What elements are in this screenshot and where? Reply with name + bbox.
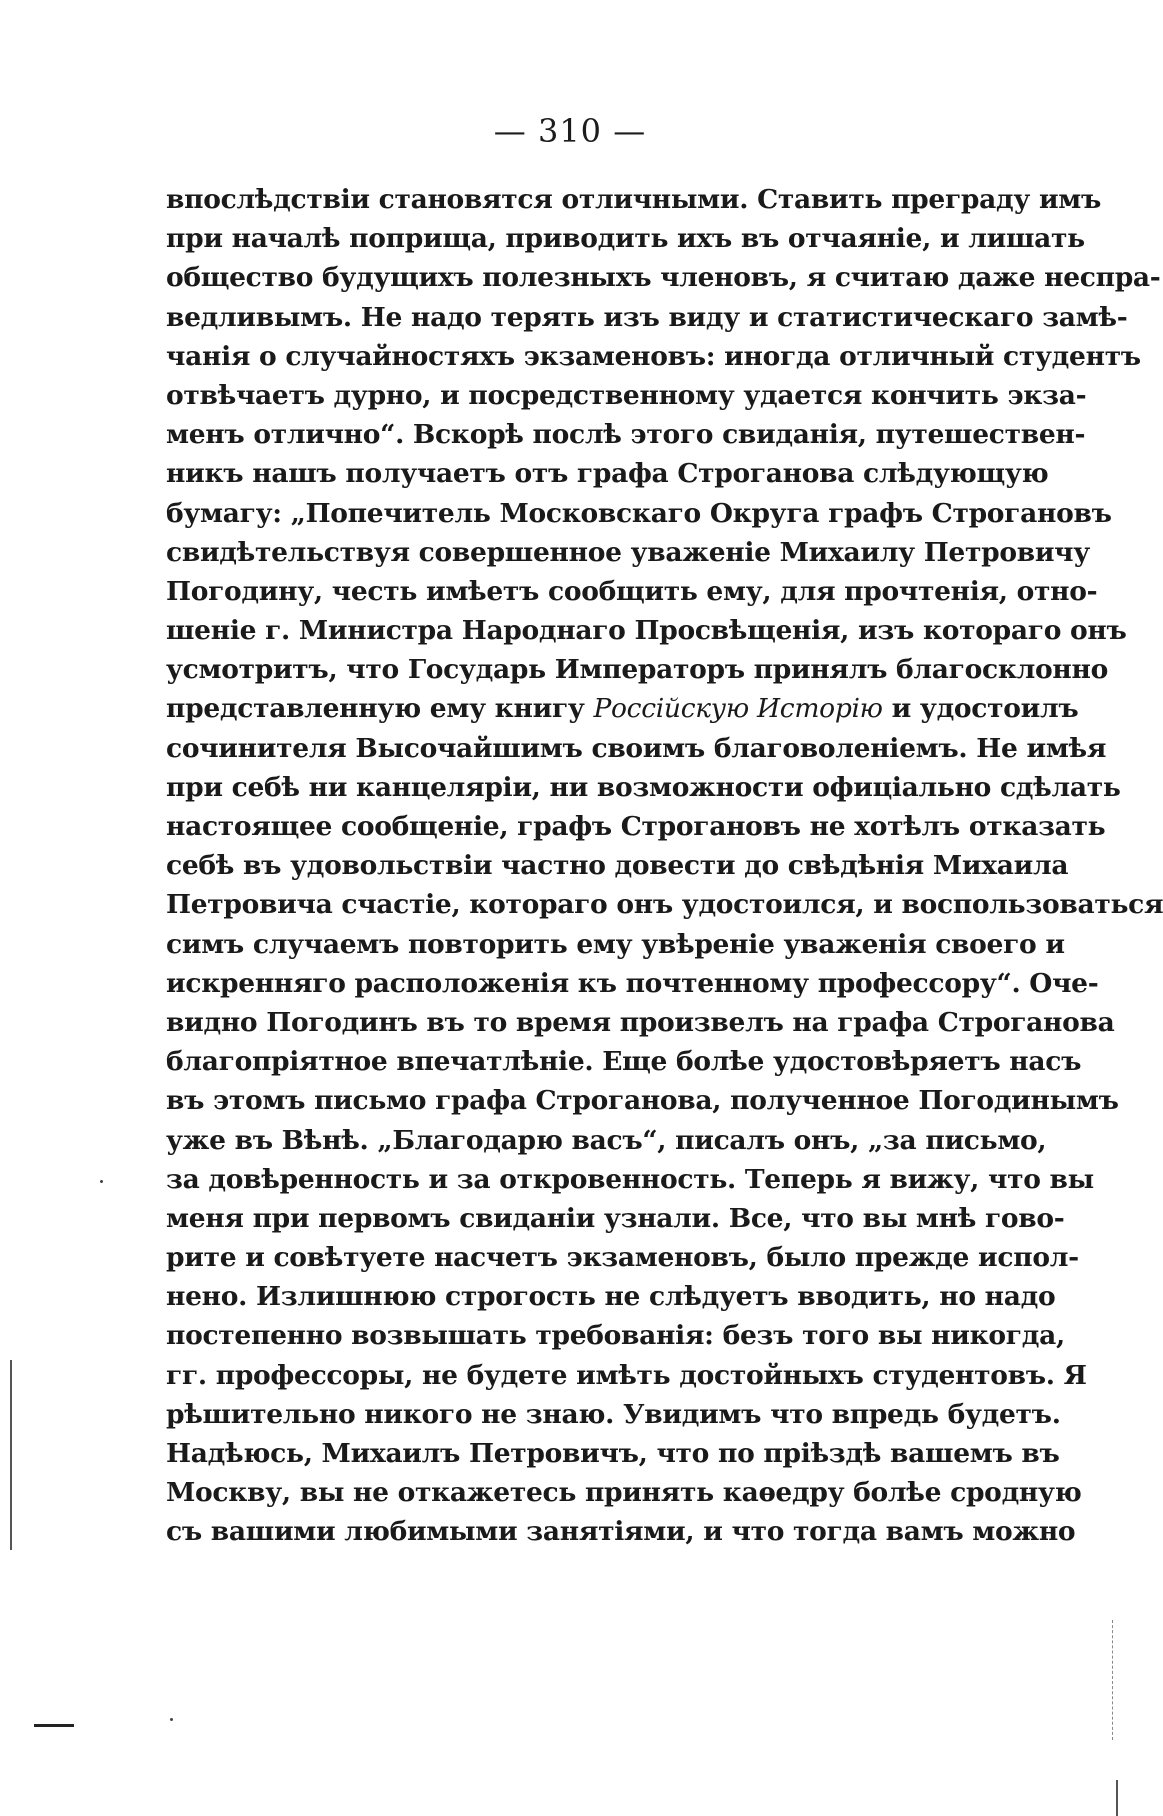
text-line: въ этомъ письмо графа Строганова, полученное Погодинымъ	[166, 1085, 1119, 1117]
text-line: Надѣюсь, Михаилъ Петровичъ, что по пріѣздѣ вашемъ въ	[166, 1438, 1060, 1469]
text-line: общество будущихъ полезныхъ членовъ, я считаю даже неспра-	[166, 262, 1161, 294]
text-line: чанія о случайностяхъ экзаменовъ: иногда отличный студентъ	[166, 340, 1141, 372]
text-line: меня при первомъ свиданіи узнали. Все, что вы мнѣ гово-	[166, 1202, 1065, 1234]
scan-margin-mark	[1116, 1780, 1118, 1816]
text-line: шеніе г. Министра Народнаго Просвѣщенія, изъ котораго онъ	[166, 615, 1127, 647]
text-line: Погодину, честь имѣетъ сообщить ему, для прочтенія, отно-	[166, 575, 1098, 607]
text-line: рѣшительно никого не знаю. Увидимъ что впредь будетъ.	[166, 1398, 1061, 1430]
scan-margin-mark	[10, 1360, 12, 1550]
text-line: свидѣтельствуя совершенное уваженіе Михаилу Петровичу	[166, 536, 1090, 568]
scan-margin-mark	[1112, 1620, 1114, 1740]
text-line: рите и совѣтуете насчетъ экзаменовъ, было прежде испол-	[166, 1242, 1079, 1274]
text-line: за довѣренность и за откровенность. Теперь я вижу, что вы	[166, 1163, 1094, 1195]
text-line: усмотритъ, что Государь Императоръ принялъ благосклонно	[166, 654, 1108, 686]
text-line: уже въ Вѣнѣ. „Благодарю васъ“, писалъ онъ, „за письмо,	[166, 1124, 1047, 1156]
scan-margin-dash	[34, 1724, 74, 1727]
text-line: менъ отлично“. Вскорѣ послѣ этого свиданія, путешествен-	[166, 419, 1086, 451]
scan-speck	[170, 1718, 173, 1721]
text-line: нено. Излишнюю строгость не слѣдуетъ вводить, но надо	[166, 1281, 1056, 1313]
text-line: искренняго расположенія къ почтенному профессору“. Оче-	[166, 967, 1099, 999]
text-line: Москву, вы не откажетесь принять каѳедру болѣе сродную	[166, 1477, 1082, 1509]
text-line: гг. профессоры, не будете имѣть достойныхъ студентовъ. Я	[166, 1359, 1087, 1391]
text-line: себѣ въ удовольствіи частно довести до свѣдѣнія Михаила	[166, 850, 1069, 882]
page-number: — 310 —	[493, 112, 647, 150]
text-segment: и удостоилъ	[882, 693, 1079, 725]
text-line: благопріятное впечатлѣніе. Еще болѣе удостовѣряетъ насъ	[166, 1046, 1082, 1078]
italic-book-title: Россійскую Исторію	[593, 693, 883, 725]
text-line: постепенно возвышать требованія: безъ того вы никогда,	[166, 1320, 1065, 1352]
text-line: бумагу: „Попечитель Московскаго Округа графъ Строгановъ	[166, 497, 1112, 529]
text-line: отвѣчаетъ дурно, и посредственному удается кончить экза-	[166, 379, 1087, 411]
text-line: никъ нашъ получаетъ отъ графа Строганова слѣдующую	[166, 458, 1049, 490]
text-line: настоящее сообщеніе, графъ Строгановъ не хотѣлъ отказать	[166, 811, 1106, 842]
text-line: сочинителя Высочайшимъ своимъ благоволеніемъ. Не имѣя	[166, 732, 1107, 764]
text-line: симъ случаемъ повторить ему увѣреніе уваженія своего и	[166, 928, 1065, 960]
scan-speck	[100, 1180, 103, 1183]
text-line: ведливымъ. Не надо терять изъ виду и статистическаго замѣ-	[166, 301, 1128, 333]
text-segment: представленную ему книгу	[166, 693, 594, 725]
text-line: впослѣдствіи становятся отличными. Ставить преграду имъ	[166, 184, 1102, 215]
body-text	[166, 180, 1163, 1552]
text-line: съ вашими любимыми занятіями, и что тогда вамъ можно	[166, 1516, 1076, 1548]
text-line: при себѣ ни канцеляріи, ни возможности офиціально сдѣлать	[166, 771, 1121, 803]
text-line: Петровича счастіе, котораго онъ удостоился, и воспользоваться	[166, 889, 1163, 921]
text-line: при началѣ поприща, приводить ихъ въ отчаяніе, и лишать	[166, 223, 1085, 255]
text-line-with-italic	[166, 689, 1079, 728]
text-line: видно Погодинъ въ то время произвелъ на графа Строганова	[166, 1006, 1115, 1038]
